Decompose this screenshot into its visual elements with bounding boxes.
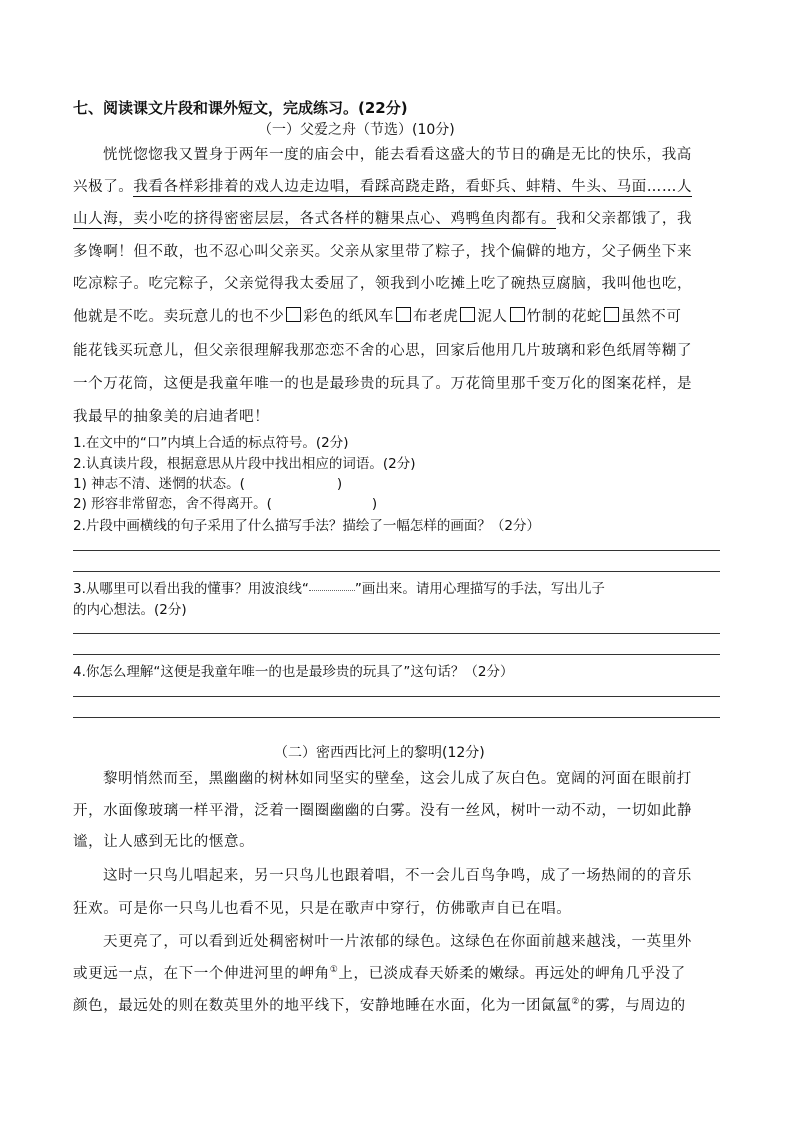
passage-line: 或更远一点，在下一个伸进河里的岬角①上，已淡成春天娇柔的嫩绿。再远处的岬角几乎没了 xyxy=(73,965,686,982)
punctuation-box[interactable] xyxy=(604,307,619,322)
footnote-marker: ② xyxy=(571,997,580,1008)
passage-line: 一个万花筒，这便是我童年唯一的也是最珍贵的玩具了。万花筒里那千变万化的图案花样，是 xyxy=(73,376,693,392)
passage-line: 恍恍惚惚我又置身于两年一度的庙会中，能去看看这盛大的节日的确是无比的快乐，我高 xyxy=(103,147,692,163)
underlined-sentence: 我看各样彩排着的戏人边走边唱，看踩高跷走路，看虾兵、蚌精、牛头、马面……人 xyxy=(133,179,693,195)
underlined-sentence: 山人海，卖小吃的挤得密密层层，各式各样的糖果点心、鸡鸭鱼肉都有。 xyxy=(73,211,557,227)
punctuation-box[interactable] xyxy=(510,307,525,322)
question-5: 4.你怎么理解“这便是我童年唯一的也是最珍贵的玩具了”这句话？（2分） xyxy=(73,664,514,680)
answer-line[interactable] xyxy=(73,717,720,718)
passage-line: 谧，让人感到无比的惬意。 xyxy=(73,834,255,850)
part1-title: （一）父爱之舟（节选）(10分) xyxy=(258,122,455,138)
passage-line: 开，水面像玻璃一样平滑，泛着一圈圈幽幽的白雾。没有一丝风，树叶一动不动，一切如此静 xyxy=(73,803,693,819)
passage-line: 吃凉粽子。吃完粽子，父亲觉得我太委屈了，领我到小吃摊上吃了碗热豆腐脑，我叫他也吃， xyxy=(73,276,693,292)
passage-line: 兴极了。我看各样彩排着的戏人边走边唱，看踩高跷走路，看虾兵、蚌精、牛头、马面……人 xyxy=(73,179,693,195)
passage-line: 这时一只鸟儿唱起来，另一只鸟儿也跟着唱，不一会儿百鸟争鸣，成了一场热闹的的音乐 xyxy=(103,868,692,884)
passage-line: 山人海，卖小吃的挤得密密层层，各式各样的糖果点心、鸡鸭鱼肉都有。我和父亲都饿了，我 xyxy=(73,211,693,227)
passage-line: 能花钱买玩意儿，但父亲很理解我那恋恋不舍的心思，回家后他用几片玻璃和彩色纸屑等糊了 xyxy=(73,343,693,359)
answer-line[interactable] xyxy=(73,654,720,655)
question-4-line2: 的内心想法。(2分) xyxy=(73,602,187,618)
part2-title: （二）密西西比河上的黎明(12分) xyxy=(274,745,485,761)
question-2a: 1) 神志不清、迷惘的状态。( ) xyxy=(73,476,343,492)
passage-line: 黎明悄然而至，黑幽幽的树林如同坚实的壁垒，这会儿成了灰白色。宽阔的河面在眼前打 xyxy=(103,771,692,787)
question-1: 1.在文中的“口”内填上合适的标点符号。(2分) xyxy=(73,435,349,451)
answer-line[interactable] xyxy=(73,696,720,697)
footnote-marker: ① xyxy=(329,965,339,976)
passage-line: 狂欢。可是你一只鸟儿也看不见，只是在歌声中穿行，仿佛歌声自已在唱。 xyxy=(73,901,572,917)
section-title: 七、阅读课文片段和课外短文，完成练习。(22分) xyxy=(73,99,408,117)
passage-line: 多馋啊！但不敢，也不忍心叫父亲买。父亲从家里带了粽子，找个偏僻的地方，父子俩坐下来 xyxy=(73,244,693,260)
wavy-line-sample xyxy=(309,582,355,591)
question-2b: 2) 形容非常留恋，舍不得离开。( ) xyxy=(73,496,378,512)
passage-line: 颜色，最远处的则在数英里外的地平线下，安静地睡在水面，化为一团氤氲②的雾，与周边的 xyxy=(73,997,686,1014)
punctuation-box[interactable] xyxy=(286,307,301,322)
question-3: 2.片段中画横线的句子采用了什么描写手法？描绘了一幅怎样的画面？（2分） xyxy=(73,518,540,534)
answer-line[interactable] xyxy=(73,633,720,634)
answer-line[interactable] xyxy=(73,571,720,572)
punctuation-box[interactable] xyxy=(460,307,475,322)
punctuation-box[interactable] xyxy=(396,307,411,322)
passage-line: 我最早的抽象美的启迪者吧！ xyxy=(73,409,270,425)
question-2: 2.认真读片段，根据意思从片段中找出相应的词语。(2分) xyxy=(73,456,416,472)
question-4: 3.从哪里可以看出我的懂事？用波浪线“ ”画出来。请用心理描写的手法，写出儿子 xyxy=(73,581,605,597)
passage-line: 天更亮了，可以看到近处稠密树叶一片浓郁的绿色。这绿色在你面前越来越浅，一英里外 xyxy=(103,934,692,950)
answer-line[interactable] xyxy=(73,550,720,551)
passage-line: 他就是不吃。卖玩意儿的也不少 彩色的纸风车 布老虎 泥人 竹制的花蛇 虽然不可 xyxy=(73,309,682,325)
